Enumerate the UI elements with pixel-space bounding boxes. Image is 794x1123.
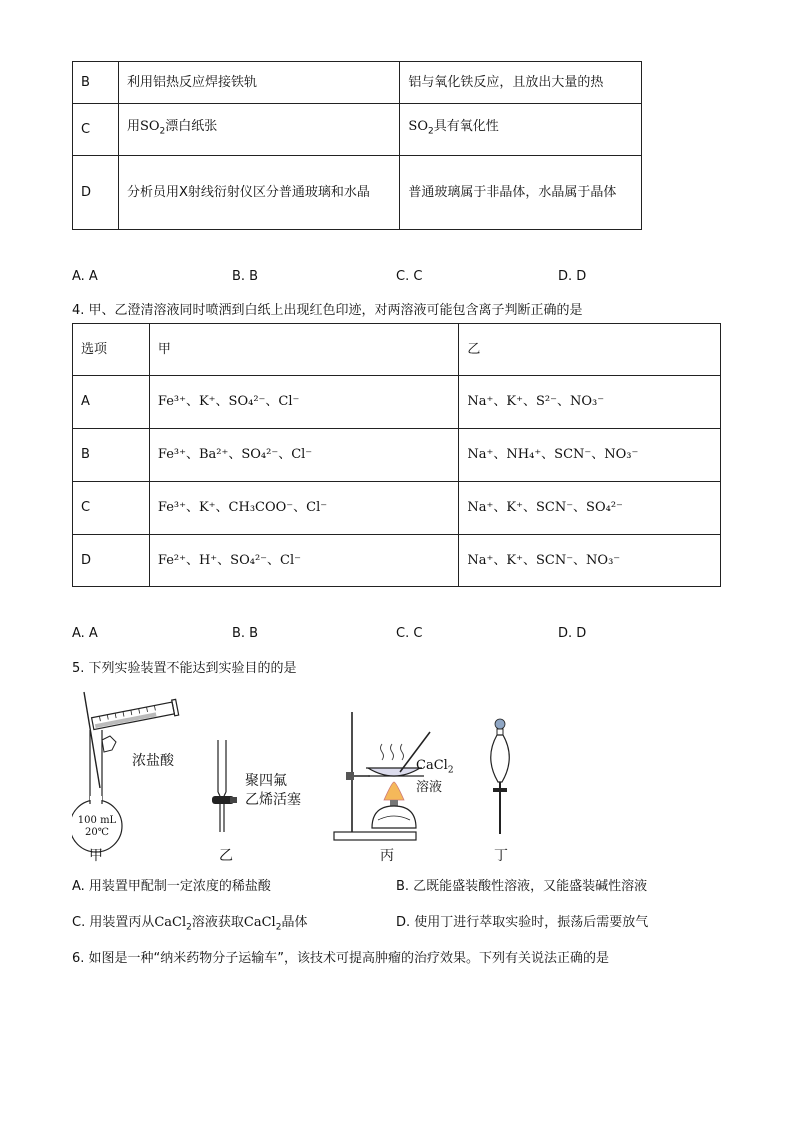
solution-label: 溶液	[416, 780, 443, 795]
option-c[interactable]: C. C	[396, 269, 423, 284]
acid-label: 浓盐酸	[132, 753, 174, 769]
option-b[interactable]: B. B	[232, 269, 259, 284]
header-option: 选项	[73, 324, 150, 376]
jia-ions: Fe³⁺、K⁺、SO₄²⁻、Cl⁻	[149, 376, 459, 429]
q4-stem: 4. 甲、乙澄清溶液同时喷洒到白纸上出现红色印迹，对两溶液可能包含离子判断正确的是	[72, 303, 583, 318]
reason-cell: 铝与氧化铁反应，且放出大量的热	[400, 62, 642, 104]
table-header	[73, 324, 721, 376]
option-cell: B	[73, 429, 150, 482]
option-c[interactable]: C. 用装置丙从CaCl$_2$溶液获取CaCl$_2$晶体	[72, 915, 308, 933]
option-d[interactable]: D. 使用丁进行萃取实验时，振荡后需要放气	[396, 915, 649, 930]
caption-jia: 甲	[89, 848, 103, 864]
yi-ions: Na⁺、K⁺、SCN⁻、SO₄²⁻	[459, 482, 721, 535]
table-row	[73, 482, 721, 535]
option-cell: D	[73, 535, 150, 587]
ptfe-label-line2: 乙烯活塞	[245, 792, 301, 808]
option-cell: C	[73, 482, 150, 535]
option-cell: A	[73, 376, 150, 429]
alcohol-lamp-icon	[372, 782, 416, 828]
table-row	[73, 104, 642, 156]
ptfe-label-line1: 聚四氟	[245, 773, 287, 789]
q3-options	[72, 269, 712, 289]
reason-cell: 普通玻璃属于非晶体，水晶属于晶体	[400, 156, 642, 230]
yi-ions: Na⁺、K⁺、SCN⁻、NO₃⁻	[459, 535, 721, 587]
caption-ding: 丁	[494, 848, 508, 864]
operation-cell: 用$SO_2$漂白纸张	[118, 104, 399, 156]
q4-table	[72, 323, 721, 587]
option-cell: B	[73, 62, 119, 104]
jia-ions: Fe³⁺、Ba²⁺、SO₄²⁻、Cl⁻	[149, 429, 459, 482]
header-jia: 甲	[149, 324, 459, 376]
option-d[interactable]: D. D	[558, 626, 587, 641]
option-b[interactable]: B. 乙既能盛装酸性溶液，又能盛装碱性溶液	[396, 879, 648, 894]
yi-ions: Na⁺、NH₄⁺、SCN⁻、NO₃⁻	[459, 429, 721, 482]
option-b[interactable]: B. B	[232, 626, 259, 641]
table-row	[73, 429, 721, 482]
table-row	[73, 62, 642, 104]
q3-table	[72, 61, 642, 230]
option-a[interactable]: A. 用装置甲配制一定浓度的稀盐酸	[72, 879, 271, 894]
operation-cell: 利用铝热反应焊接铁轨	[118, 62, 399, 104]
table-row	[73, 376, 721, 429]
table-row	[73, 535, 721, 587]
steam-icon	[381, 744, 404, 760]
q4-options	[72, 626, 712, 646]
option-d[interactable]: D. D	[558, 269, 587, 284]
hand-icon	[102, 736, 116, 752]
cacl2-label: CaCl$_2$	[416, 758, 454, 776]
burette-icon	[212, 740, 237, 832]
evaporating-dish-icon	[366, 768, 422, 776]
jia-ions: Fe²⁺、H⁺、SO₄²⁻、Cl⁻	[149, 535, 459, 587]
caption-bing: 丙	[380, 848, 394, 864]
header-yi: 乙	[459, 324, 721, 376]
burette-figure	[204, 740, 244, 840]
option-cell: C	[73, 104, 119, 156]
glass-rod-icon	[84, 692, 100, 788]
separatory-funnel-figure	[480, 718, 520, 842]
table-row	[73, 156, 642, 230]
caption-yi: 乙	[219, 848, 233, 864]
option-a[interactable]: A. A	[72, 626, 98, 641]
option-cell: D	[73, 156, 119, 230]
operation-cell: 分析员用X射线衍射仪区分普通玻璃和水晶	[118, 156, 399, 230]
reason-cell: $SO_2$具有氧化性	[400, 104, 642, 156]
q5-stem: 5. 下列实验装置不能达到实验目的的是	[72, 661, 297, 676]
separatory-funnel-icon	[491, 719, 510, 834]
option-c[interactable]: C. C	[396, 626, 423, 641]
flask-temp-label: 20℃	[85, 827, 109, 838]
option-a[interactable]: A. A	[72, 269, 98, 284]
jia-ions: Fe³⁺、K⁺、CH₃COO⁻、Cl⁻	[149, 482, 459, 535]
graduated-cylinder-icon	[91, 699, 178, 731]
flask-volume-label: 100 mL	[77, 815, 117, 826]
yi-ions: Na⁺、K⁺、S²⁻、NO₃⁻	[459, 376, 721, 429]
q6-stem: 6. 如图是一种“纳米药物分子运输车”，该技术可提高肿瘤的治疗效果。下列有关说法正确的是	[72, 951, 610, 966]
